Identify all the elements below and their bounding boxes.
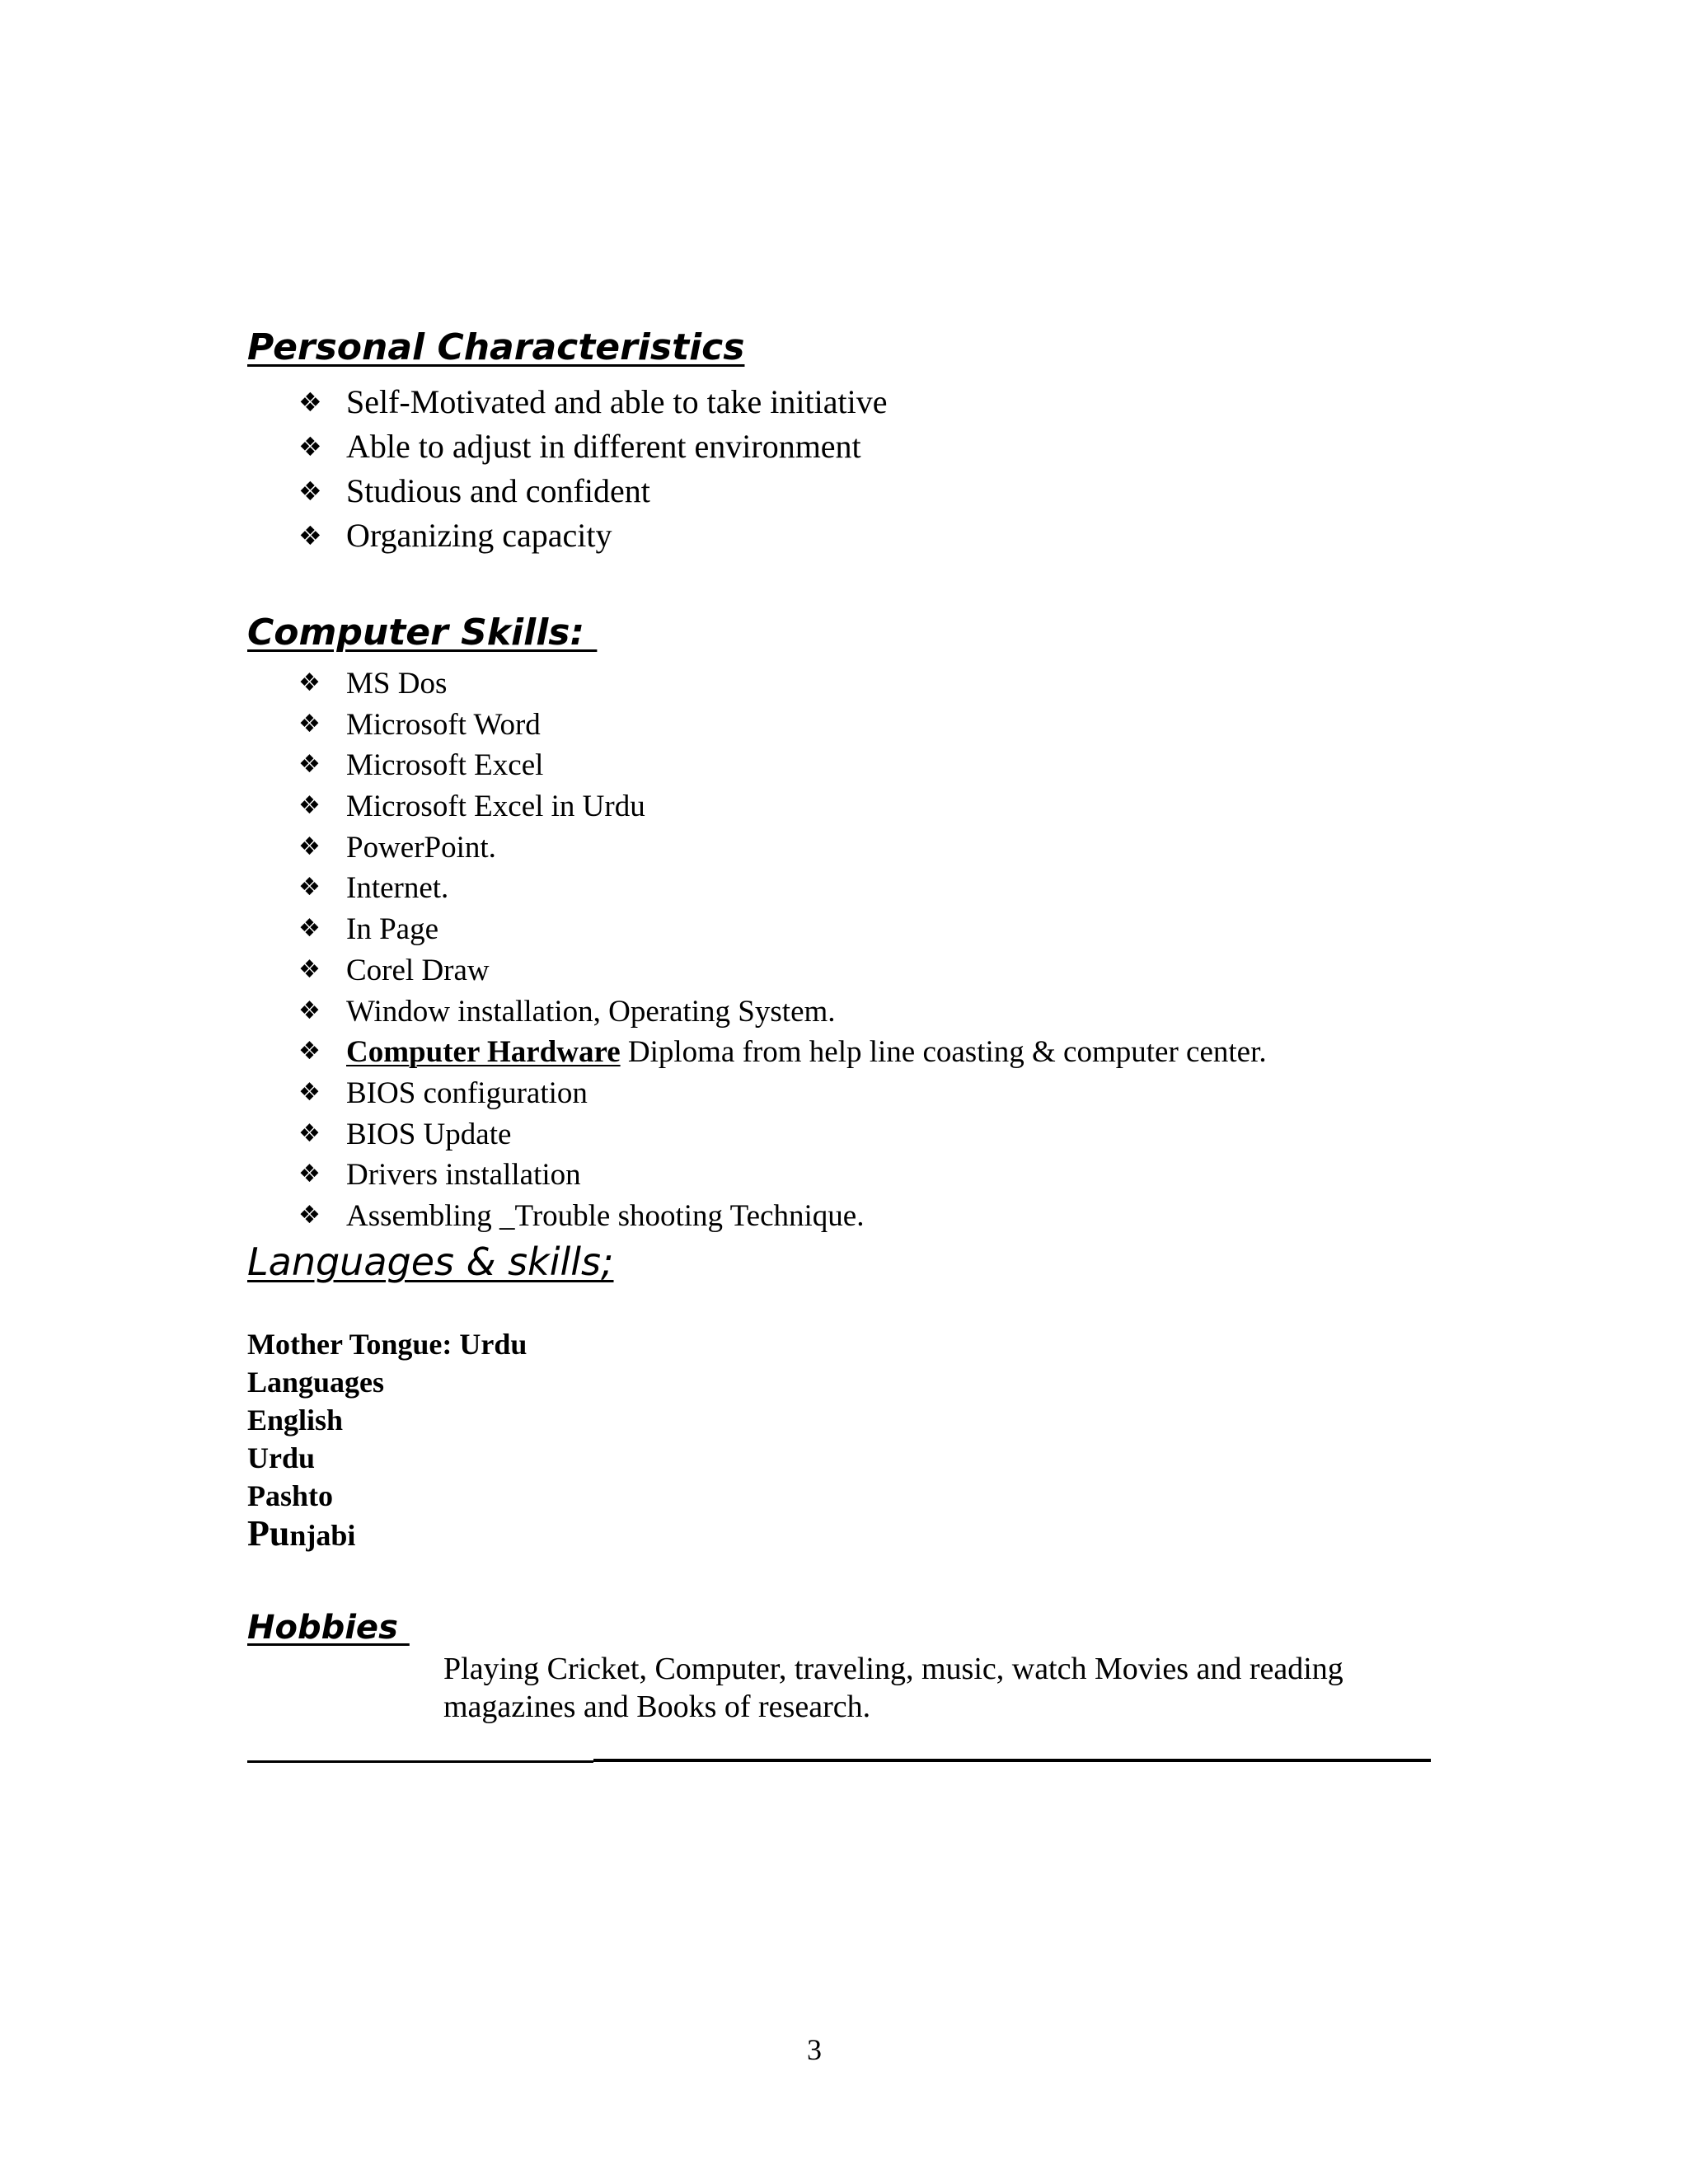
list-item-text: BIOS configuration	[346, 1076, 588, 1110]
mother-tongue: Mother Tongue: Urdu	[247, 1328, 528, 1361]
bullet-icon: ❖	[298, 1118, 321, 1148]
languages-block	[247, 1325, 527, 1554]
list-item	[298, 1032, 1267, 1073]
language-item-rest: njabi	[289, 1519, 356, 1552]
bullet-icon: ❖	[298, 954, 321, 984]
computer-skills-list	[298, 663, 1267, 1237]
list-item-text: Assembling _Trouble shooting Technique.	[346, 1198, 865, 1233]
list-item-text: Window installation, Operating System.	[346, 994, 836, 1029]
computer-hardware-text: Diploma from help line coasting & computer center.	[620, 1035, 1267, 1070]
computer-skills-heading: Computer Skills:	[247, 612, 598, 654]
hobbies-heading: Hobbies	[247, 1609, 410, 1647]
list-item	[298, 1155, 1267, 1196]
language-item: Pashto	[247, 1479, 334, 1512]
language-item: English	[247, 1404, 344, 1436]
list-item-text: PowerPoint.	[346, 830, 496, 865]
language-item	[247, 1515, 527, 1554]
language-item: Urdu	[247, 1441, 316, 1474]
list-item-text: Microsoft Excel in Urdu	[346, 790, 645, 824]
personal-characteristics-heading: Personal Characteristics	[247, 326, 745, 368]
bullet-icon: ❖	[298, 668, 321, 697]
list-item-text: Internet.	[346, 871, 449, 906]
page-number: 3	[807, 2033, 822, 2066]
list-item-text: Self-Motivated and able to take initiative	[346, 383, 888, 420]
bullet-icon: ❖	[298, 791, 321, 821]
list-item	[298, 745, 1267, 786]
personal-characteristics-list	[298, 380, 887, 558]
list-item-text: Microsoft Excel	[346, 748, 544, 783]
bullet-icon: ❖	[298, 914, 321, 944]
list-item	[298, 909, 1267, 950]
bullet-icon: ❖	[298, 387, 322, 418]
list-item-text: Studious and confident	[346, 472, 650, 509]
list-item	[298, 1196, 1267, 1237]
list-item	[298, 950, 1267, 991]
list-item	[298, 469, 887, 513]
bullet-icon: ❖	[298, 1160, 321, 1189]
hobbies-text: Playing Cricket, Computer, traveling, music, watch Movies and reading magazines and Books of research.	[443, 1652, 1343, 1724]
bullet-icon: ❖	[298, 1200, 321, 1230]
list-item	[298, 991, 1267, 1033]
list-item-text: In Page	[346, 912, 438, 947]
bullet-icon: ❖	[298, 750, 321, 780]
list-item-text: BIOS Update	[346, 1117, 512, 1151]
list-item	[298, 786, 1267, 827]
bullet-icon: ❖	[298, 431, 322, 462]
list-item	[298, 424, 887, 469]
computer-hardware-label: Computer Hardware	[346, 1035, 621, 1070]
bullet-icon: ❖	[298, 520, 322, 551]
bullet-icon: ❖	[298, 873, 321, 902]
list-item	[298, 663, 1267, 705]
list-item	[298, 705, 1267, 746]
list-item	[298, 1114, 1267, 1155]
list-item-text: MS Dos	[346, 667, 448, 701]
bullet-icon: ❖	[298, 1037, 321, 1066]
list-item-text: Corel Draw	[346, 953, 490, 987]
list-item-text: Able to adjust in different environment	[346, 428, 861, 465]
languages-label: Languages	[247, 1366, 385, 1399]
list-item-text: Drivers installation	[346, 1158, 581, 1193]
bullet-icon: ❖	[298, 832, 321, 861]
list-item-text: Organizing capacity	[346, 517, 612, 554]
horizontal-rule	[593, 1759, 1431, 1762]
horizontal-rule	[247, 1760, 593, 1763]
list-item	[298, 868, 1267, 909]
list-item	[298, 380, 887, 424]
languages-heading: Languages & skills;	[247, 1240, 614, 1284]
language-item-initial: Pu	[247, 1513, 290, 1554]
list-item-text: Microsoft Word	[346, 707, 541, 742]
bullet-icon: ❖	[298, 1077, 321, 1107]
bullet-icon: ❖	[298, 476, 322, 507]
list-item	[298, 1073, 1267, 1114]
bullet-icon: ❖	[298, 709, 321, 738]
list-item	[298, 513, 887, 558]
list-item	[298, 827, 1267, 869]
bullet-icon: ❖	[298, 996, 321, 1025]
